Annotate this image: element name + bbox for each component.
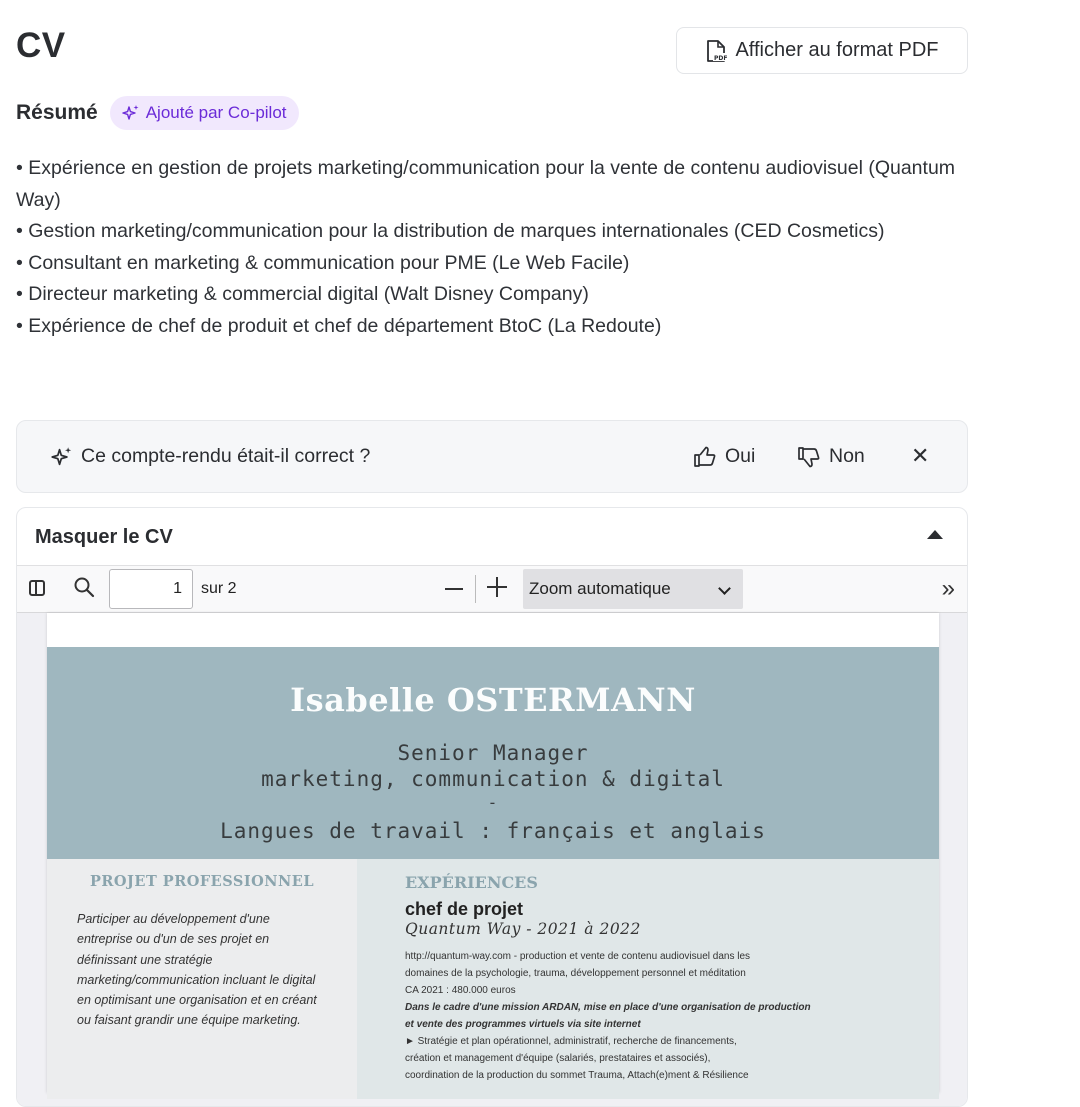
thumbs-up-icon (693, 446, 717, 468)
page-number-input[interactable]: 1 (109, 569, 193, 609)
cv-job-company: Quantum Way - 2021 à 2022 (405, 920, 641, 938)
feedback-no-label: Non (829, 445, 865, 467)
page-total: sur 2 (201, 580, 237, 597)
pdf-file-icon (705, 39, 727, 63)
zoom-in-icon[interactable] (487, 577, 507, 597)
cv-subtitle: Langues de travail : français et anglais (220, 819, 766, 843)
summary-label: Résumé (16, 101, 98, 124)
page-title: CV (16, 26, 66, 65)
cv-job-line: et vente des programmes virtuels via site internet (405, 1019, 641, 1030)
cv-subtitle: Senior Manager (397, 741, 589, 765)
zoom-select[interactable] (523, 569, 743, 609)
feedback-question (51, 445, 370, 468)
chevron-down-icon (718, 582, 731, 595)
feedback-yes-label: Oui (725, 445, 756, 467)
pdf-viewer[interactable] (17, 613, 968, 1107)
pdf-toolbar (17, 565, 968, 613)
feedback-question-label: Ce compte-rendu était-il correct ? (81, 445, 371, 467)
summary-line: • Gestion marketing/communication pour la distribution de marques internationales (CED Cosmetics) (16, 220, 885, 243)
cv-banner (47, 647, 939, 859)
summary-line: • Expérience en gestion de projets marketing/communication pour la vente de contenu audiovisuel (Quantum Way) (16, 157, 956, 211)
close-icon[interactable]: ✕ (911, 443, 930, 468)
cv-name: Isabelle OSTERMANN (290, 681, 696, 719)
summary-line: • Directeur marketing & commercial digital (Walt Disney Company) (16, 283, 589, 306)
cv-right-column (357, 859, 939, 1099)
cv-left-column (47, 859, 357, 1099)
summary-line: • Consultant en marketing & communication pour PME (Le Web Facile) (16, 251, 630, 274)
sidebar-toggle-icon[interactable] (29, 580, 45, 596)
cv-job-title: chef de projet (405, 899, 524, 919)
thumbs-down-icon (797, 446, 821, 468)
cv-job-line: http://quantum-way.com - production et vente de contenu audiovisuel dans les (405, 951, 751, 962)
copilot-badge-label: Ajouté par Co-pilot (145, 103, 287, 122)
cv-job-description (405, 948, 905, 1084)
summary-text (16, 153, 976, 343)
copilot-badge (110, 96, 299, 130)
feedback-no-button[interactable] (797, 445, 865, 468)
cv-job-line: création et management d'équipe (salariés, prestataires et associés), (405, 1053, 711, 1064)
summary-line: • Expérience de chef de produit et chef de département BtoC (La Redoute) (16, 314, 662, 337)
cv-section-title: EXPÉRIENCES (405, 873, 538, 892)
view-pdf-label: Afficher au format PDF (735, 39, 939, 61)
double-chevron-right-icon[interactable]: » (941, 575, 955, 602)
cv-job-line: coordination de la production du sommet Trauma, Attach(e)ment & Résilience (405, 1070, 749, 1081)
cv-project-text: Participer au développement d'une entreprise ou d'un de ses projet en définissant une stratégie marketing/communication incluant le digital en optimisant une organisation et en créant ou faisant grandir une équipe marketing. (77, 912, 317, 1028)
feedback-yes-button[interactable] (693, 445, 755, 468)
cv-panel (16, 507, 968, 1107)
cv-subtitle: marketing, communication & digital (261, 767, 725, 791)
sparkle-icon (122, 104, 140, 122)
zoom-select-value: Zoom automatique (529, 579, 671, 598)
cv-job-line: domaines de la psychologie, trauma, développement personnel et méditation (405, 968, 746, 979)
feedback-bar (16, 420, 968, 493)
zoom-out-icon[interactable] (445, 588, 463, 590)
pdf-page (47, 613, 939, 1093)
caret-up-icon[interactable] (927, 530, 943, 539)
cv-job-line: CA 2021 : 480.000 euros (405, 985, 516, 996)
summary-header (16, 96, 299, 130)
sparkle-icon (51, 446, 73, 468)
cv-section-title: PROJET PROFESSIONNEL (89, 873, 315, 890)
hide-cv-toggle[interactable]: Masquer le CV (35, 526, 173, 548)
cv-subtitle: - (487, 793, 499, 812)
toolbar-divider (475, 575, 476, 603)
svg-text:PDF: PDF (714, 54, 728, 62)
cv-job-line: ► Stratégie et plan opérationnel, administratif, recherche de financements, (405, 1036, 737, 1047)
search-icon[interactable] (73, 576, 95, 598)
cv-job-line: Dans le cadre d'une mission ARDAN, mise en place d'une organisation de production (405, 1002, 811, 1013)
view-pdf-button[interactable] (676, 27, 968, 74)
